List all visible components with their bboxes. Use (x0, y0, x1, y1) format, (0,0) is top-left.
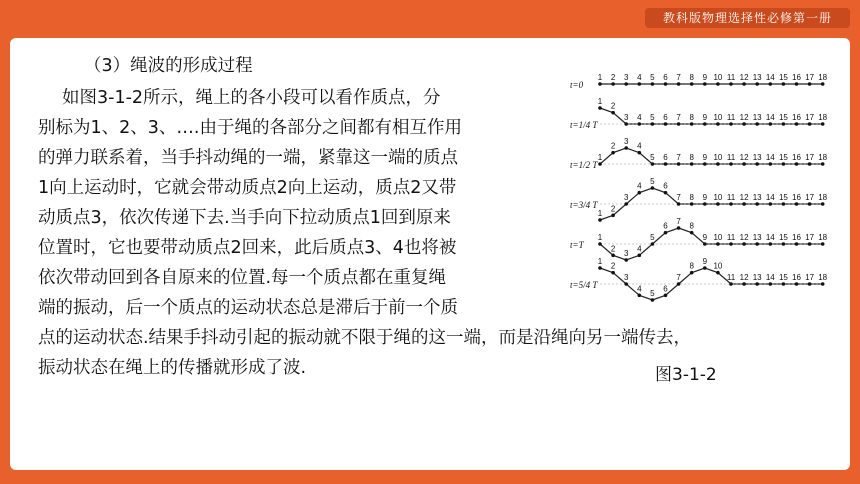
content-panel (10, 38, 850, 470)
particle-point (808, 202, 812, 206)
particle-label: 16 (792, 113, 801, 122)
time-label: t=0 (570, 80, 584, 90)
particle-point (690, 82, 694, 86)
particle-point (690, 231, 694, 235)
particle-point (782, 162, 786, 166)
particle-point (742, 202, 746, 206)
particle-point (769, 122, 773, 126)
time-label: t=1/2 T (570, 160, 598, 170)
particle-point (729, 202, 733, 206)
particle-label: 18 (818, 193, 828, 202)
rope-line (600, 108, 823, 124)
particle-label: 11 (726, 153, 736, 162)
paragraph-line: 的弹力联系着，当手抖动绳的一端，紧靠这一端的质点 (38, 148, 458, 168)
particle-point (821, 122, 825, 126)
book-title-badge: 教科版物理选择性必修第一册 (645, 8, 850, 28)
particle-label: 5 (650, 113, 655, 122)
particle-label: 16 (792, 153, 801, 162)
particle-point (638, 254, 642, 258)
particle-label: 10 (713, 73, 723, 82)
particle-point (821, 202, 825, 206)
particle-point (821, 242, 825, 246)
particle-label: 4 (637, 284, 642, 294)
particle-point (624, 146, 628, 150)
particle-point (795, 82, 799, 86)
particle-point (638, 191, 642, 195)
particle-label: 1 (597, 153, 603, 162)
particle-label: 11 (726, 273, 736, 282)
particle-label: 1 (597, 257, 603, 266)
particle-label: 16 (792, 273, 801, 282)
particle-label: 14 (765, 153, 775, 162)
particle-point (821, 162, 825, 166)
particle-point (716, 242, 720, 246)
particle-label: 2 (610, 244, 616, 254)
particle-label: 12 (739, 233, 749, 242)
particle-label: 9 (702, 193, 708, 202)
particle-label: 7 (676, 73, 681, 82)
particle-point (651, 162, 655, 166)
particle-point (795, 282, 799, 286)
particle-label: 6 (663, 181, 668, 191)
particle-label: 13 (752, 233, 762, 242)
particle-point (742, 122, 746, 126)
particle-point (742, 82, 746, 86)
particle-label: 11 (726, 193, 736, 202)
particle-label: 7 (676, 217, 681, 226)
particle-point (598, 266, 602, 270)
particle-point (677, 282, 681, 286)
particle-point (598, 242, 602, 246)
paragraph-line: 如图3-1-2所示，绳上的各小段可以看作质点，分 (62, 88, 441, 108)
particle-label: 15 (778, 153, 788, 162)
particle-point (651, 298, 655, 302)
particle-label: 12 (739, 273, 749, 282)
particle-point (677, 82, 681, 86)
particle-label: 5 (650, 153, 655, 162)
particle-label: 17 (805, 73, 815, 82)
particle-label: 9 (702, 113, 708, 122)
particle-label: 16 (792, 193, 801, 202)
particle-point (598, 162, 602, 166)
particle-label: 11 (726, 233, 736, 242)
particle-point (598, 82, 602, 86)
particle-label: 10 (713, 153, 723, 162)
section-heading: （3）绳波的形成过程 (84, 56, 253, 76)
time-label: t=5/4 T (570, 280, 598, 290)
particle-label: 14 (765, 113, 775, 122)
particle-label: 8 (689, 73, 694, 82)
particle-label: 5 (650, 289, 655, 298)
particle-point (611, 82, 615, 86)
particle-label: 4 (637, 141, 642, 151)
particle-label: 9 (702, 257, 708, 266)
particle-label: 2 (610, 204, 616, 214)
particle-label: 4 (637, 113, 642, 122)
particle-point (638, 294, 642, 298)
particle-point (742, 162, 746, 166)
particle-point (638, 151, 642, 155)
particle-label: 9 (702, 233, 708, 242)
particle-label: 14 (765, 273, 775, 282)
particle-point (598, 106, 602, 110)
particle-point (782, 122, 786, 126)
particle-label: 13 (752, 273, 762, 282)
particle-label: 18 (818, 233, 828, 242)
particle-label: 15 (778, 193, 788, 202)
particle-label: 10 (713, 113, 723, 122)
particle-point (742, 282, 746, 286)
particle-point (808, 242, 812, 246)
particle-label: 6 (663, 221, 668, 231)
particle-point (795, 202, 799, 206)
particle-label: 11 (726, 73, 736, 82)
particle-point (624, 282, 628, 286)
particle-point (703, 202, 707, 206)
time-label: t=3/4 T (570, 200, 598, 210)
particle-point (795, 122, 799, 126)
particle-label: 17 (805, 273, 815, 282)
particle-label: 7 (676, 193, 681, 202)
particle-label: 13 (752, 73, 762, 82)
paragraph-line: 1向上运动时，它就会带动质点2向上运动，质点2又带 (38, 178, 457, 198)
particle-label: 5 (650, 73, 655, 82)
particle-label: 8 (689, 153, 694, 162)
particle-label: 17 (805, 193, 815, 202)
particle-label: 13 (752, 193, 762, 202)
particle-point (755, 82, 759, 86)
particle-label: 14 (765, 193, 775, 202)
particle-point (611, 214, 615, 218)
particle-label: 2 (610, 261, 616, 271)
particle-point (782, 242, 786, 246)
particle-label: 15 (778, 233, 788, 242)
particle-point (769, 162, 773, 166)
particle-label: 13 (752, 113, 762, 122)
particle-point (664, 231, 668, 235)
particle-point (624, 202, 628, 206)
particle-label: 3 (623, 273, 629, 282)
particle-point (808, 122, 812, 126)
particle-label: 10 (713, 233, 723, 242)
particle-label: 8 (689, 261, 694, 271)
figure-caption: 图3-1-2 (655, 365, 717, 385)
particle-label: 17 (805, 153, 815, 162)
particle-point (611, 151, 615, 155)
particle-point (716, 271, 720, 275)
time-label: t=T (570, 240, 584, 250)
particle-point (664, 191, 668, 195)
paragraph-line: 端的振动，后一个质点的运动状态总是滞后于前一个质 (38, 298, 458, 318)
particle-point (677, 122, 681, 126)
particle-point (755, 282, 759, 286)
particle-label: 3 (623, 193, 629, 202)
particle-point (638, 122, 642, 126)
particle-point (716, 162, 720, 166)
particle-point (664, 82, 668, 86)
particle-point (716, 202, 720, 206)
particle-label: 1 (597, 233, 603, 242)
particle-point (755, 242, 759, 246)
particle-label: 17 (805, 233, 815, 242)
particle-point (703, 122, 707, 126)
particle-label: 6 (663, 153, 668, 162)
particle-point (651, 122, 655, 126)
particle-point (703, 162, 707, 166)
particle-point (664, 162, 668, 166)
paragraph-line: 点的运动状态.结果手抖动引起的振动就不限于绳的这一端，而是沿绳向另一端传去， (38, 328, 692, 348)
particle-point (664, 294, 668, 298)
particle-label: 12 (739, 193, 749, 202)
particle-point (624, 122, 628, 126)
particle-label: 15 (778, 73, 788, 82)
particle-point (624, 258, 628, 262)
particle-point (742, 242, 746, 246)
particle-point (769, 202, 773, 206)
particle-point (795, 162, 799, 166)
particle-point (703, 266, 707, 270)
particle-point (677, 202, 681, 206)
particle-label: 1 (597, 73, 603, 82)
particle-point (729, 162, 733, 166)
particle-label: 18 (818, 153, 828, 162)
paragraph-line: 位置时，它也要带动质点2回来，此后质点3、4也将被 (38, 238, 457, 258)
particle-label: 7 (676, 153, 681, 162)
particle-label: 2 (610, 141, 616, 151)
particle-point (690, 202, 694, 206)
particle-label: 12 (739, 113, 749, 122)
particle-point (808, 282, 812, 286)
particle-point (690, 122, 694, 126)
particle-label: 11 (726, 113, 736, 122)
particle-label: 5 (650, 177, 655, 186)
paragraph-line: 依次带动回到各自原来的位置.每一个质点都在重复绳 (38, 268, 447, 288)
particle-point (729, 122, 733, 126)
particle-label: 2 (610, 101, 616, 111)
particle-label: 7 (676, 113, 681, 122)
particle-label: 10 (713, 193, 723, 202)
particle-label: 9 (702, 153, 708, 162)
particle-point (611, 254, 615, 258)
particle-point (795, 242, 799, 246)
paragraph-line: 动质点3，依次传递下去.当手向下拉动质点1回到原来 (38, 208, 451, 228)
particle-point (755, 162, 759, 166)
particle-label: 12 (739, 73, 749, 82)
particle-label: 16 (792, 233, 801, 242)
particle-point (611, 271, 615, 275)
particle-point (677, 162, 681, 166)
particle-point (716, 122, 720, 126)
particle-point (651, 82, 655, 86)
particle-label: 7 (676, 273, 681, 282)
particle-label: 8 (689, 113, 694, 122)
particle-label: 8 (689, 221, 694, 231)
particle-point (716, 82, 720, 86)
particle-label: 1 (597, 209, 603, 218)
particle-label: 14 (765, 73, 775, 82)
particle-label: 14 (765, 233, 775, 242)
particle-point (703, 82, 707, 86)
particle-point (808, 162, 812, 166)
particle-label: 3 (623, 73, 629, 82)
particle-point (729, 82, 733, 86)
particle-point (755, 122, 759, 126)
particle-label: 6 (663, 73, 668, 82)
particle-point (598, 218, 602, 222)
paragraph-line: 别标为1、2、3、….由于绳的各部分之间都有相互作用 (38, 118, 462, 138)
particle-label: 4 (637, 181, 642, 191)
time-label: t=1/4 T (570, 120, 598, 130)
particle-point (769, 282, 773, 286)
particle-label: 8 (689, 193, 694, 202)
particle-point (624, 82, 628, 86)
particle-label: 5 (650, 233, 655, 242)
particle-point (690, 162, 694, 166)
particle-label: 15 (778, 273, 788, 282)
particle-label: 1 (597, 97, 603, 106)
particle-point (664, 122, 668, 126)
particle-label: 10 (713, 261, 723, 271)
particle-point (769, 242, 773, 246)
particle-label: 16 (792, 73, 801, 82)
particle-label: 9 (702, 73, 708, 82)
particle-label: 3 (623, 249, 629, 258)
particle-point (690, 271, 694, 275)
particle-point (782, 282, 786, 286)
particle-point (821, 82, 825, 86)
particle-point (651, 242, 655, 246)
particle-label: 3 (623, 137, 629, 146)
particle-point (808, 82, 812, 86)
particle-label: 15 (778, 113, 788, 122)
particle-point (638, 82, 642, 86)
particle-label: 18 (818, 273, 828, 282)
particle-label: 13 (752, 153, 762, 162)
particle-point (729, 282, 733, 286)
particle-label: 4 (637, 73, 642, 82)
particle-point (651, 186, 655, 190)
particle-point (755, 202, 759, 206)
particle-point (782, 202, 786, 206)
particle-point (677, 226, 681, 230)
particle-label: 6 (663, 113, 668, 122)
particle-point (703, 242, 707, 246)
rope-line (597, 148, 823, 164)
rope-wave-diagram (568, 70, 846, 360)
particle-label: 18 (818, 73, 828, 82)
paragraph-line: 振动状态在绳上的传播就形成了波. (38, 358, 307, 378)
particle-label: 18 (818, 113, 828, 122)
particle-label: 3 (623, 113, 629, 122)
particle-point (729, 242, 733, 246)
particle-label: 12 (739, 153, 749, 162)
particle-point (611, 111, 615, 115)
particle-label: 17 (805, 113, 815, 122)
particle-point (821, 282, 825, 286)
particle-point (769, 82, 773, 86)
particle-point (782, 82, 786, 86)
particle-label: 4 (637, 244, 642, 254)
particle-label: 2 (610, 73, 616, 82)
particle-label: 6 (663, 284, 668, 294)
